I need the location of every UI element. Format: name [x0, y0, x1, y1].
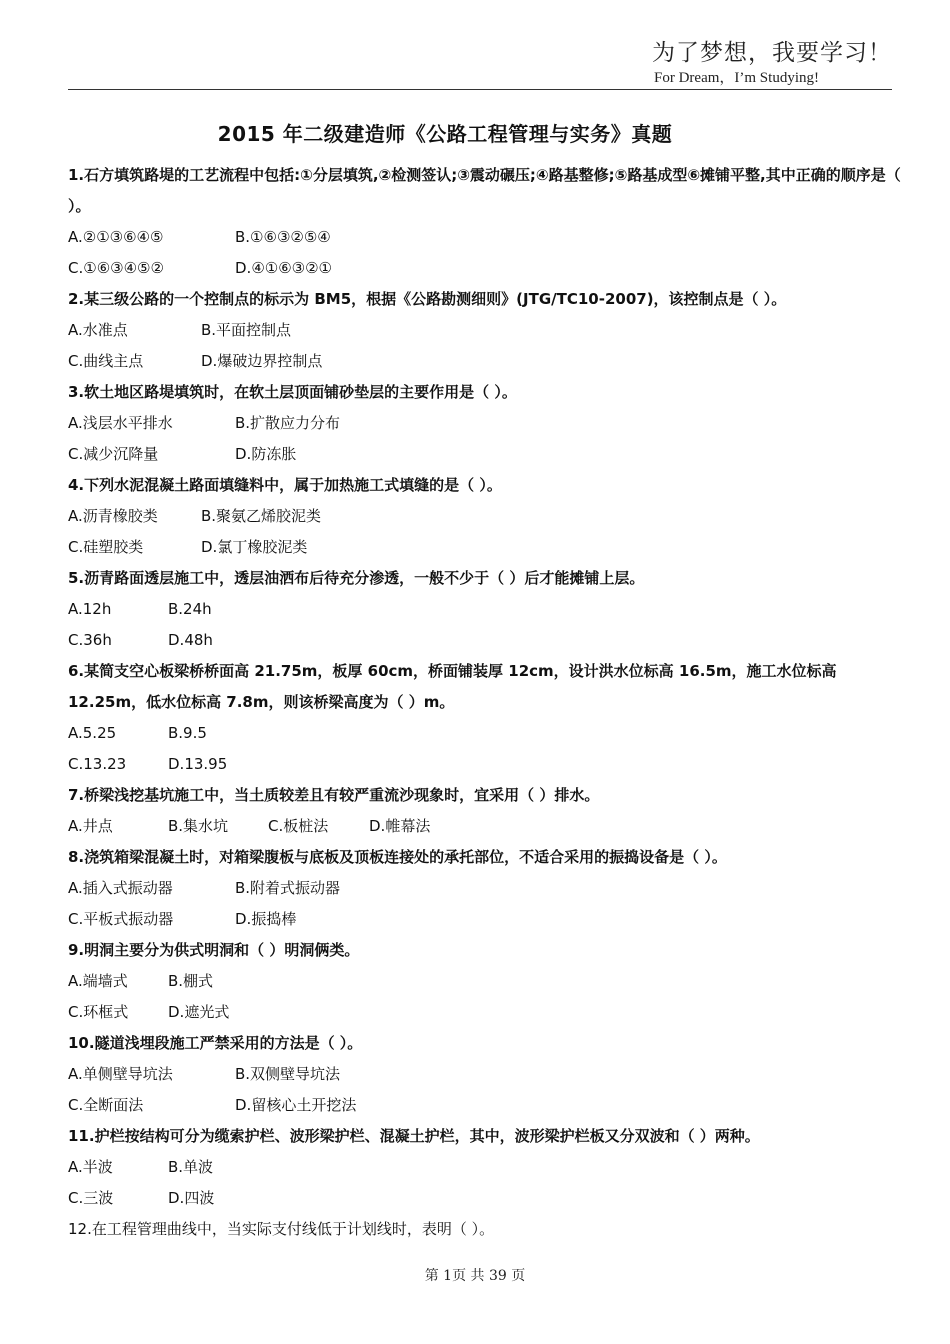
option-d: D.④①⑥③②① — [235, 259, 333, 277]
option-row — [68, 594, 904, 625]
option-a: A.单侧壁导坑法 — [68, 1065, 173, 1083]
option-b: B.①⑥③②⑤④ — [235, 228, 331, 246]
option-d: D.48h — [168, 631, 213, 649]
option-c: C.平板式振动器 — [68, 910, 174, 928]
option-c: C.三波 — [68, 1189, 114, 1207]
header-divider — [68, 89, 892, 90]
question-stem: 12.在工程管理曲线中，当实际支付线低于计划线时，表明（ ）。 — [68, 1220, 495, 1238]
option-b: B.附着式振动器 — [235, 879, 341, 897]
option-b: B.平面控制点 — [201, 321, 292, 339]
question-stem: 2.某三级公路的一个控制点的标示为 BM5，根据《公路勘测细则》(JTG/TC10-2007)，该控制点是（ ）。 — [68, 290, 787, 308]
option-b: B.集水坑 — [168, 817, 229, 835]
option-d: D.氯丁橡胶泥类 — [201, 538, 308, 556]
option-row — [68, 1183, 904, 1214]
option-row — [68, 253, 904, 284]
option-c: C.硅塑胶类 — [68, 538, 144, 556]
option-c: C.36h — [68, 631, 112, 649]
option-row — [68, 749, 904, 780]
question-stem: 8.浇筑箱梁混凝土时，对箱梁腹板与底板及顶板连接处的承托部位，不适合采用的振捣设备是（ ）。 — [68, 848, 727, 866]
page-header — [0, 0, 950, 95]
question-stem: 1.石方填筑路堤的工艺流程中包括:①分层填筑,②检测签认;③震动碾压;④路基整修;⑤路基成型⑥摊铺平整,其中正确的顺序是（ ）。 — [68, 166, 901, 215]
option-d: D.帷幕法 — [369, 817, 431, 835]
option-a: A.浅层水平排水 — [68, 414, 173, 432]
option-d: D.13.95 — [168, 755, 228, 773]
option-row — [68, 718, 904, 749]
option-b: B.双侧壁导坑法 — [235, 1065, 341, 1083]
option-row — [68, 997, 904, 1028]
option-c: C.13.23 — [68, 755, 127, 773]
document-title-text: 2015 年二级建造师《公路工程管理与实务》真题 — [217, 122, 673, 146]
question-stem: 10.隧道浅埋段施工严禁采用的方法是（ ）。 — [68, 1034, 363, 1052]
option-row — [68, 1059, 904, 1090]
option-d: D.爆破边界控制点 — [201, 352, 323, 370]
option-d: D.四波 — [168, 1189, 215, 1207]
option-a: A.12h — [68, 600, 112, 618]
option-a: A.②①③⑥④⑤ — [68, 228, 164, 246]
option-row — [68, 408, 904, 439]
option-row — [68, 222, 904, 253]
option-c: C.板桩法 — [268, 817, 329, 835]
option-row — [68, 501, 904, 532]
option-d: D.留核心土开挖法 — [235, 1096, 357, 1114]
question-list — [68, 160, 904, 1245]
option-a: A.5.25 — [68, 724, 117, 742]
question-stem: 7.桥梁浅挖基坑施工中，当土质较差且有较严重流沙现象时，宜采用（ ）排水。 — [68, 786, 600, 804]
option-row — [68, 1090, 904, 1121]
option-d: D.振捣棒 — [235, 910, 297, 928]
option-a: A.水准点 — [68, 321, 128, 339]
header-slogan-chinese: 为了梦想，我要学习！ — [652, 40, 892, 66]
option-row — [68, 873, 904, 904]
option-b: B.单波 — [168, 1158, 214, 1176]
question-stem: 6.某简支空心板梁桥桥面高 21.75m，板厚 60cm，桥面铺装厚 12cm，设计洪水位标高 16.5m，施工水位标高 12.25m，低水位标高 7.8m，则该桥梁高度为（ ）m。 — [68, 662, 837, 711]
option-row — [68, 315, 904, 346]
option-row — [68, 904, 904, 935]
option-row — [68, 532, 904, 563]
question-stem: 11.护栏按结构可分为缆索护栏、波形梁护栏、混凝土护栏，其中，波形梁护栏板又分双波和（ ）两种。 — [68, 1127, 760, 1145]
option-row — [68, 346, 904, 377]
option-c: C.①⑥③④⑤② — [68, 259, 164, 277]
option-row — [68, 811, 904, 842]
option-row — [68, 966, 904, 997]
option-c: C.全断面法 — [68, 1096, 144, 1114]
option-a: A.插入式振动器 — [68, 879, 173, 897]
option-b: B.扩散应力分布 — [235, 414, 341, 432]
option-a: A.半波 — [68, 1158, 113, 1176]
option-c: C.曲线主点 — [68, 352, 144, 370]
option-a: A.沥青橡胶类 — [68, 507, 158, 525]
option-c: C.减少沉降量 — [68, 445, 159, 463]
page-footer: 第 1页 共 39 页 — [424, 1268, 526, 1284]
option-d: D.遮光式 — [168, 1003, 230, 1021]
option-b: B.聚氨乙烯胶泥类 — [201, 507, 322, 525]
question-stem: 4.下列水泥混凝土路面填缝料中，属于加热施工式填缝的是（ ）。 — [68, 476, 502, 494]
question-stem: 5.沥青路面透层施工中，透层油洒布后待充分渗透，一般不少于（ ）后才能摊铺上层。 — [68, 569, 645, 587]
question-stem: 3.软土地区路堤填筑时，在软土层顶面铺砂垫层的主要作用是（ ）。 — [68, 383, 517, 401]
option-row — [68, 439, 904, 470]
option-b: B.24h — [168, 600, 212, 618]
option-a: A.端墙式 — [68, 972, 128, 990]
option-a: A.井点 — [68, 817, 113, 835]
option-row — [68, 625, 904, 656]
option-row — [68, 1152, 904, 1183]
header-slogan-english: For Dream，I’m Studying! — [654, 70, 819, 86]
option-c: C.环框式 — [68, 1003, 129, 1021]
document-title — [0, 118, 950, 147]
option-b: B.棚式 — [168, 972, 214, 990]
option-d: D.防冻胀 — [235, 445, 297, 463]
option-b: B.9.5 — [168, 724, 207, 742]
question-stem: 9.明洞主要分为供式明洞和（ ）明洞俩类。 — [68, 941, 360, 959]
